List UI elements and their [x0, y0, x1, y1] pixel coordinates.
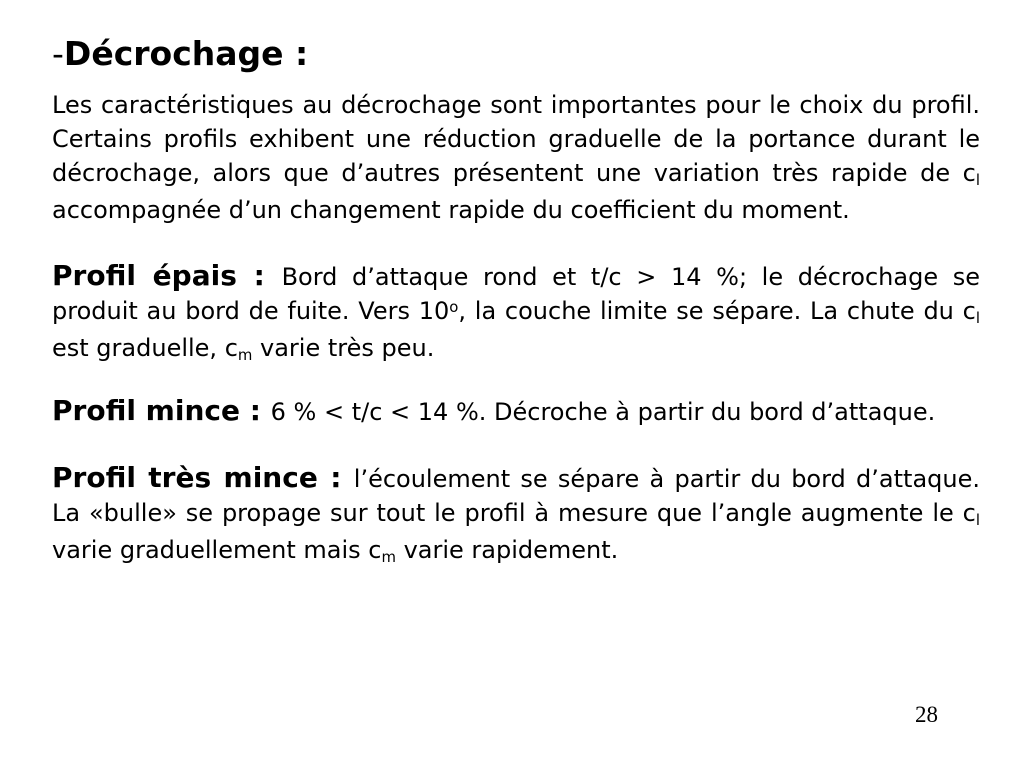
text-run: , la couche limite se sépare. La chute du c: [458, 296, 976, 325]
bold-run: Profil mince :: [52, 393, 271, 427]
bold-run: Profil très mince :: [52, 460, 354, 494]
text-run: 6 % < t/c < 14 %. Décroche à partir du bord d’attaque.: [270, 397, 936, 426]
text-run: l’écoulement se sépare à partir du bord d’attaque. La «bulle» se propage sur tout le profil à mesure que l’angle augmente le c: [52, 464, 980, 527]
text-run: Les caractéristiques au décrochage sont importantes pour le choix du profil. Certains profils exhibent une réduction graduelle de la portance durant le décrochage, alors que d’autres présentent une variation très rapide de c: [52, 90, 980, 187]
subscript-run: l: [975, 510, 980, 529]
subscript-run: m: [237, 345, 253, 364]
bold-run: Décrochage :: [63, 34, 309, 73]
text-run: varie rapidement.: [395, 535, 619, 564]
page-number: 28: [915, 702, 938, 727]
subscript-run: l: [975, 308, 980, 327]
subscript-run: l: [975, 170, 980, 189]
text-run: varie très peu.: [252, 333, 435, 362]
text-run: varie graduellement mais c: [52, 535, 382, 564]
text-run: Bord d’attaque rond et t/c > 14 %; le décrochage se produit au bord de fuite. Vers 10: [52, 262, 980, 325]
slide-title: [52, 34, 980, 74]
text-run: accompagnée d’un changement rapide du coefficient du moment.: [52, 195, 850, 224]
paragraph-profil-epais: [52, 259, 980, 368]
superscript-run: o: [449, 297, 459, 316]
subscript-run: m: [381, 547, 396, 566]
text-run: -: [52, 34, 64, 73]
paragraph-profil-mince: [52, 394, 980, 429]
paragraph-profil-tres-mince: [52, 461, 980, 570]
text-run: est graduelle, c: [52, 333, 238, 362]
paragraph-intro: [52, 88, 980, 227]
bold-run: Profil épais :: [52, 258, 282, 292]
